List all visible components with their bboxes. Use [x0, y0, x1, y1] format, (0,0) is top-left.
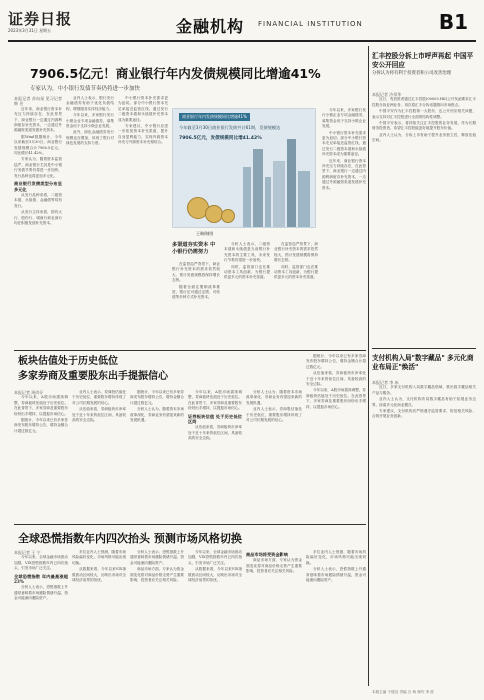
paragraph: 从数据来看，今年以来VIX指数波动区间较大，反映出市场对全球经济前景的担忧。	[72, 567, 126, 583]
paragraph: 分析人士表示，恐慌指数上升通常意味着市场避险情绪升温，资金可能流向避险资产。	[14, 585, 68, 601]
building-illustration	[287, 139, 296, 227]
section3-column-2	[72, 550, 126, 690]
right-byline-2: 本报记者 李 冰	[372, 380, 399, 385]
lead-column-5	[224, 242, 270, 346]
right-story-header	[372, 52, 476, 77]
paragraph: 今年以来，全球金融市场波动加剧，VIX恐慌指数年内已四次抬头，引发市场广泛关注。	[14, 555, 68, 571]
right-subtitle: 分拆认为将有利于投资者和公司改善治理	[372, 71, 452, 76]
section2-subhead: 证券板块估值 处于历史低位区间	[188, 413, 242, 425]
issue-date: 2023年3月31日 星期五	[8, 28, 52, 33]
paragraph: 从发行品种来看，二级资本债、永续债、金融债等均有发行。	[14, 192, 62, 208]
building-illustration	[298, 171, 310, 227]
paragraph: 从发行主体来看，国有大行、股份行、城商行和农商行均在积极发债补充资本。	[14, 210, 62, 225]
lead-mid-subhead: 多渠道夯实资本 中小银行仍需努力	[172, 242, 216, 255]
paragraph: 近日，多家支付机构入局数字藏品领域，推出数字藏品相关产品与服务。	[372, 385, 476, 395]
section2-column-3	[130, 390, 184, 520]
paragraph: 从估值来看，券商板块市净率处于近十年来的低位区间，具备较高的安全边际。	[188, 425, 242, 441]
section2-column-4	[188, 390, 242, 520]
paragraph: 专家认为，随着资本监管趋严，商业银行尤其是中小银行发债节奏仍将进一步加快，发行品种也将更加多元化。	[14, 157, 62, 178]
infographic-title: 商业银行年内发债规模同比增逾41%	[179, 113, 250, 121]
paragraph: 据统计，今年以来已有多家券商发布股东增持公告，增持金额合计超过数亿元。	[130, 390, 184, 405]
paragraph: 业内人士表示，券商股估值处于历史低位，重要股东增持体现了对公司长期发展的信心。	[246, 407, 302, 423]
section2-column-5	[246, 390, 302, 520]
paragraph: 同时，监管部门也在推动资本工具创新，为银行提供更多元的资本补充渠道。	[274, 264, 318, 280]
paragraph: 今年以来，多家银行发行小微企业专项金融债券，募集资金用于支持小微企业发展。	[322, 108, 366, 129]
paragraph: 多位业内人士预测，随着市场风险偏好变化，市场风格可能出现切换。	[306, 550, 366, 565]
building-illustration	[265, 177, 271, 227]
building-illustration	[273, 161, 285, 227]
section3-headline: 全球恐慌指数年内四次抬头 预测市场风格切换	[18, 532, 242, 545]
section3-column-3	[130, 550, 184, 690]
paragraph: 专家建议，支付机构应严格遵守监管要求，防范相关风险，合规开展业务创新。	[372, 409, 476, 419]
paragraph: 此外，绿色金融债券发行规模也在增加，体现了银行对绿色发展的支持力度。	[66, 130, 114, 146]
section2-column-2	[72, 390, 126, 520]
paragraph: 专家建议，中小银行应进一步拓宽资本补充渠道，提升自身盈利能力，实现内源资本补充与外源资本补充相结合。	[118, 124, 168, 145]
paragraph: 从数据来看，今年以来VIX指数波动区间较大，反映出市场对全球经济前景的担忧。	[188, 567, 242, 583]
paragraph: 业内人士表示，银行发行金融债券有助于优化负债结构，增强服务实体经济能力。	[66, 96, 114, 111]
section2-column-6	[306, 354, 366, 520]
paragraph: 从估值来看，券商板块市净率处于近十年来的低位区间，具备较高的安全边际。	[306, 371, 366, 387]
paragraph: 商品市场方面，专家认为资金面变化将对商品价格走势产生重要影响，投资者应关注相关风险。	[130, 567, 184, 583]
infographic-line-1: 今年截至3月30日商业银行发债共计61期，发债规模达	[179, 125, 281, 130]
paragraph: 近日，有投资者通过汇丰控股(00005.HK)公开发函要求汇丰控股分拆亚洲业务，再次将汇丰分拆话题推向市场焦点。	[372, 97, 476, 107]
paragraph: 随着全面注册制改革推进，银行还可通过定增、可转债等多种方式补充资本。	[172, 284, 220, 300]
lead-headline: 7906.5亿元！商业银行年内发债规模同比增逾41%	[30, 66, 321, 81]
paragraph: 据统计，今年以来已有多家券商发布股东增持公告，增持金额合计超过数亿元。	[306, 354, 366, 369]
section2-column-1	[14, 390, 68, 520]
divider	[14, 524, 366, 525]
coin-illustration	[221, 209, 235, 223]
right-headline: 汇丰控股分拆上市呼声再起 中国平安公开回应	[372, 52, 474, 69]
paragraph: 商品市场方面，专家认为资金面变化将对商品价格走势产生重要影响，投资者应关注相关风险。	[246, 558, 302, 574]
infographic-line-2: 7906.5亿元，发债规模同比增41.42%	[179, 136, 262, 141]
masthead	[8, 6, 476, 42]
paragraph: 今年以来，多家银行发行小微企业专项金融债券，募集资金用于支持小微企业发展。	[66, 113, 114, 129]
section2-byline: 本报记者 周尚仔	[14, 390, 44, 395]
paragraph: 中国平安表示，将持续关注汇丰控股的业务发展，作为长期财务投资者，希望汇丰控股能更好地提升股东价值。	[372, 121, 476, 131]
building-illustration	[243, 167, 251, 227]
paragraph: 分析人士表示，二级资本债和永续债是当前银行补充资本的主要工具，未来发行节奏有望进一步加快。	[224, 242, 270, 263]
paragraph: 据Wind数据统计，今年以来截至3月30日，商业银行发债规模合计7906.5亿元，同比增长41.42%。	[14, 134, 62, 156]
paragraph: 今年以来，全球金融市场波动加剧，VIX恐慌指数年内已四次抬头，引发市场广泛关注。	[188, 550, 242, 565]
lead-column-3	[118, 96, 168, 346]
page-number: B1	[438, 10, 468, 34]
paragraph: 分析人士表示，恐慌指数上升通常意味着市场避险情绪升温，资金可能流向避险资产。	[130, 550, 184, 565]
paragraph: 业内人士表示，券商股估值处于历史低位，重要股东增持体现了对公司长期发展的信心。	[72, 390, 126, 405]
section3-column-1	[14, 550, 68, 690]
paragraph: 近年来，商业银行资本补充压力持续存在，在此背景下，商业银行一边通过内源利润留存补充资本，一边通过外源融资渠道发债补充资本。	[14, 106, 62, 133]
paragraph: 今年以来，A股市场震荡调整，券商板块估值处于历史低位。在此背景下，多家券商及重要股东纷纷出手增持，以提振市场信心。	[188, 390, 242, 411]
section3-subhead: 全球恐慌指数 年内最高涨超23%	[14, 573, 68, 585]
lead-subtitle: 专家认为，中小银行发债节奏仍将进一步加快	[30, 86, 141, 92]
right-headline-2: 支付机构入局"数字藏品" 多元化商业布局正"焕活"	[372, 354, 474, 371]
paragraph: 中小银行资本补充需求更为迫切。部分中小银行资本充足率接近监管红线，通过发行二级资本债和永续债补充资本成为重要途径。	[118, 96, 168, 122]
paragraph: 在监管趋严背景下，商业银行补充资本的需求依然较大，预计发债规模将保持增长态势。	[274, 242, 318, 263]
paragraph: 分析人士认为，随着资本市场改革深化，券商业务有望迎来新的发展机遇。	[130, 407, 184, 423]
page-footer: 本版主编 于德良 责编 白 杨 制作 李 波	[372, 690, 434, 694]
section3-column-6	[306, 550, 366, 690]
paragraph: 中小银行资本补充需求更为迫切。部分中小银行资本充足率接近监管红线，通过发行二级资本债和永续债补充资本成为重要途径。	[322, 130, 366, 157]
lead-column-2	[66, 96, 114, 346]
paragraph: 从估值来看，券商板块市净率处于近十年来的低位区间，具备较高的安全边际。	[72, 407, 126, 423]
right-story-body	[372, 92, 476, 344]
paragraph: 近年来，商业银行资本补充压力持续存在，在此背景下，商业银行一边通过内源利润留存补充资本，一边通过外源融资渠道发债补充资本。	[322, 158, 366, 190]
right-story-2-header	[372, 354, 476, 372]
paragraph: 同时，监管部门也在推动资本工具创新，为银行提供更多元的资本补充渠道。	[224, 264, 270, 280]
lead-column-6	[274, 242, 318, 346]
section2-headline-line1: 板块估值处于历史低位	[18, 356, 118, 367]
column-divider	[368, 46, 369, 686]
lead-column-1	[14, 96, 62, 346]
paragraph: 业内人士认为，支付机构布局数字藏品有助于拓展业务边界，探索多元化商业模式。	[372, 397, 476, 407]
section2-headline-line2: 多家券商及重要股东出手提振信心	[18, 371, 168, 382]
lead-byline: 本报记者 苏向杲 见习记者 韩 昱	[14, 96, 62, 107]
section-title-en: FINANCIAL INSTITUTION	[258, 20, 363, 28]
paragraph: 中国平安作为汇丰控股第一大股东，也公开回应相关问题，表示支持对汇丰控股进行全面的结构性调整。	[372, 109, 476, 119]
paragraph: 今年以来，A股市场震荡调整，券商板块估值处于历史低位。在此背景下，多家券商及重要股东纷纷出手增持，以提振市场信心。	[306, 388, 366, 409]
paragraph: 分析人士认为，随着资本市场改革深化，券商业务有望迎来新的发展机遇。	[246, 390, 302, 405]
building-illustration	[253, 149, 263, 227]
section-title: 金融机构	[176, 17, 245, 36]
section3-column-4	[188, 550, 242, 690]
section3-subhead-2: 商品市场将受资金影响	[246, 552, 288, 557]
section3-column-5	[246, 550, 302, 690]
lead-column-4	[172, 262, 220, 346]
paragraph: 据统计，今年以来已有多家券商发布股东增持公告，增持金额合计超过数亿元。	[14, 418, 68, 433]
infographic-caption: 王琳/制图	[196, 231, 214, 236]
paragraph: 在监管趋严背景下，商业银行补充资本的需求依然较大，预计发债规模将保持增长态势。	[172, 262, 220, 283]
infographic	[172, 108, 316, 228]
divider	[14, 350, 366, 351]
paragraph: 业内人士认为，分拆上市有助于提升业务独立性，释放估值空间。	[372, 132, 476, 143]
right-story-2-body	[372, 380, 476, 686]
right-byline: 本报记者 冷翠华	[372, 92, 402, 97]
section3-byline: 本报记者 王 宁	[14, 550, 41, 555]
paragraph: 今年以来，A股市场震荡调整，券商板块估值处于历史低位。在此背景下，多家券商及重要股东纷纷出手增持，以提振市场信心。	[14, 395, 68, 416]
newspaper-logo: 证券日报	[8, 10, 73, 28]
paragraph: 多位业内人士预测，随着市场风险偏好变化，市场风格可能出现切换。	[72, 550, 126, 565]
lead-column-7	[322, 108, 366, 346]
lead-subhead: 商业银行发债类型分布呈多元化	[14, 181, 62, 192]
divider	[372, 348, 476, 349]
paragraph: 分析人士表示，恐慌指数上升通常意味着市场避险情绪升温，资金可能流向避险资产。	[306, 567, 366, 583]
